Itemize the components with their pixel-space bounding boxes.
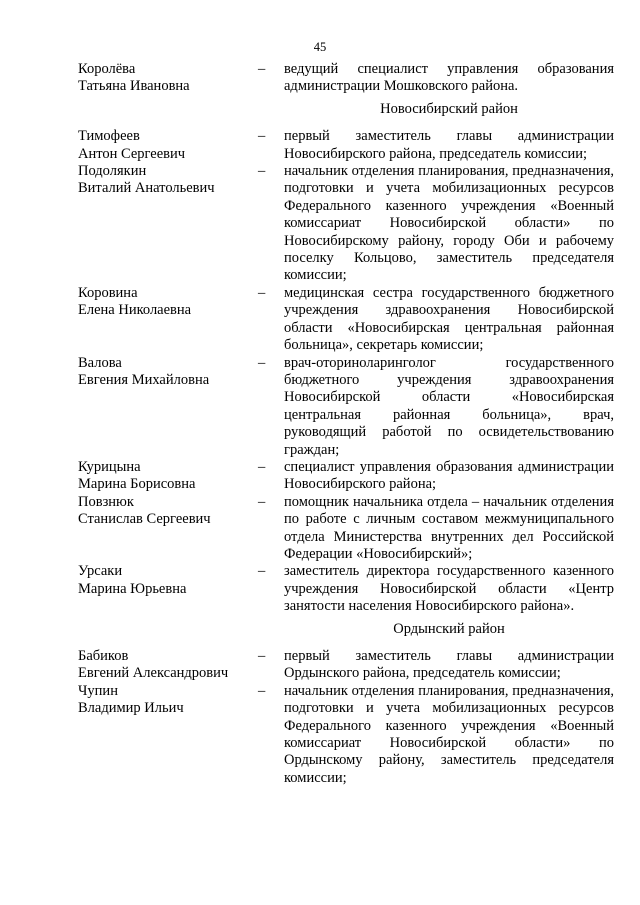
member-name	[78, 355, 258, 390]
member-entry	[78, 494, 614, 564]
dash-separator: –	[258, 61, 266, 77]
member-surname: Подолякин	[78, 163, 147, 180]
dash-separator: –	[258, 493, 266, 510]
member-name	[78, 648, 258, 683]
member-position: заместитель директора государственного казенного учреждения Новосибирской области «Центр занятости населения Новосибирского района».	[284, 563, 614, 615]
dash-separator: –	[258, 284, 266, 301]
member-name	[78, 285, 258, 320]
member-given-names: Антон Сергеевич	[78, 145, 186, 162]
member-given-names: Евгения Михайловна	[78, 371, 210, 388]
member-given-names: Марина Юрьевна	[78, 580, 187, 597]
member-entry	[78, 61, 614, 96]
member-surname: Бабиков	[78, 648, 129, 664]
member-surname: Повзнюк	[78, 493, 134, 510]
member-position: врач-оториноларинголог государственного бюджетного учреждения здравоохранения Новосибирской области «Новосибирская центральная районная больница», врач, руководящий работой по освидетельствованию граждан;	[284, 354, 614, 458]
district-heading: Ордынский район	[393, 620, 505, 637]
district-heading: Новосибирский район	[380, 100, 518, 117]
dash-separator: –	[258, 648, 266, 664]
member-surname: Чупин	[78, 682, 118, 699]
member-given-names: Евгений Александрович	[78, 665, 229, 682]
member-surname: Валова	[78, 354, 122, 371]
member-given-names: Виталий Анатольевич	[78, 180, 215, 197]
member-name	[78, 128, 258, 163]
member-name	[78, 683, 258, 718]
document-body	[78, 61, 614, 787]
member-surname: Курицына	[78, 458, 141, 475]
member-given-names: Владимир Ильич	[78, 700, 184, 717]
member-entry	[78, 128, 614, 163]
member-entry	[78, 683, 614, 787]
member-position: помощник начальника отдела – начальник отделения по работе с личным составом межмуниципального отдела Министерства внутренних дел Российской Федерации «Новосибирский»;	[284, 493, 614, 562]
member-position: медицинская сестра государственного бюджетного учреждения здравоохранения Новосибирской области «Новосибирская центральная районная больница», секретарь комиссии;	[284, 284, 614, 354]
member-given-names: Татьяна Ивановна	[78, 78, 190, 95]
member-entry	[78, 648, 614, 683]
dash-separator: –	[258, 458, 266, 475]
member-entry	[78, 355, 614, 459]
member-position: первый заместитель главы администрации Новосибирского района, председатель комиссии;	[284, 128, 614, 162]
member-position: начальник отделения планирования, предназначения, подготовки и учета мобилизационных ресурсов Федерального казенного учреждения «Военный комиссариат Новосибирской области» по Ордынскому району, заместитель председателя комиссии;	[284, 682, 614, 786]
member-given-names: Марина Борисовна	[78, 476, 196, 493]
member-name	[78, 163, 258, 198]
dash-separator: –	[258, 682, 266, 699]
dash-separator: –	[258, 354, 266, 371]
member-name	[78, 563, 258, 598]
member-entry	[78, 285, 614, 355]
member-name	[78, 494, 258, 529]
member-surname: Коровина	[78, 284, 138, 301]
member-entry	[78, 163, 614, 285]
member-surname: Урсаки	[78, 563, 123, 580]
member-given-names: Елена Николаевна	[78, 302, 192, 319]
member-surname: Королёва	[78, 61, 136, 77]
member-position: первый заместитель главы администрации Ордынского района, председатель комиссии;	[284, 648, 614, 682]
member-name	[78, 61, 258, 96]
member-position: ведущий специалист управления образования администрации Мошковского района.	[284, 61, 614, 95]
member-entry	[78, 563, 614, 615]
member-surname: Тимофеев	[78, 128, 140, 145]
page-number: 45	[313, 40, 327, 54]
member-position: специалист управления образования администрации Новосибирского района;	[284, 458, 614, 493]
dash-separator: –	[258, 563, 266, 580]
member-given-names: Станислав Сергеевич	[78, 511, 211, 528]
member-position: начальник отделения планирования, предназначения, подготовки и учета мобилизационных ресурсов Федерального казенного учреждения «Военный комиссариат Новосибирской области» по Новосибирскому району, городу Оби и рабочему поселку Кольцово, заместитель председателя комиссии;	[284, 163, 614, 284]
dash-separator: –	[258, 128, 266, 145]
member-entry	[78, 459, 614, 494]
dash-separator: –	[258, 163, 266, 180]
member-name	[78, 459, 258, 494]
